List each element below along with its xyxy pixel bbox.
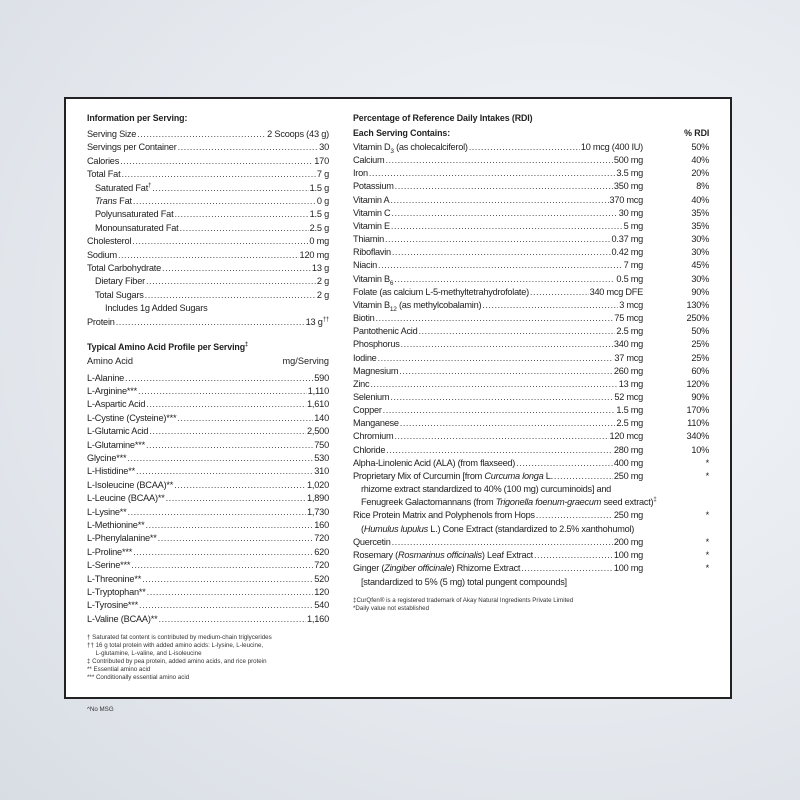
info-value: 2 Scoops (43 g) <box>267 129 329 139</box>
rdi-label: Iodine <box>353 352 377 363</box>
amino-value: 140 <box>314 412 329 423</box>
info-value: 0 mg <box>309 236 329 247</box>
each-serving-label: Each Serving Contains: <box>353 128 451 139</box>
amino-label: L-Phenylalanine** <box>87 533 157 544</box>
rdi-amount: 7 mg <box>623 260 643 271</box>
rdi-percent: 30% <box>691 273 709 284</box>
rdi-label: Chromium <box>353 431 394 442</box>
info-label: Servings per Container <box>87 142 177 153</box>
rdi-amount: 1.5 mg <box>616 405 643 416</box>
protein-value: 13 g†† <box>305 316 329 327</box>
rdi-amount: 280 mg <box>613 444 643 455</box>
rdi-title: Percentage of Reference Daily Intakes (RDI) <box>353 113 533 124</box>
amino-value: 540 <box>314 600 329 611</box>
amino-row <box>87 398 329 411</box>
info-value: 170 <box>314 155 329 166</box>
rdi-percent: 120% <box>686 378 709 389</box>
rdi-label: Vitamin $B_6$ <box>353 273 394 287</box>
rdi-row <box>353 180 711 193</box>
footnote: *** Conditionally essential amino acid <box>87 674 190 682</box>
amino-value: 1,160 <box>307 613 329 624</box>
rdi-label: Vitamin $D_3$ (as cholecalciferol) <box>353 142 468 155</box>
rdi-amount: 0.5 mg <box>616 273 643 284</box>
right-footnotes <box>353 597 711 613</box>
rdi-amount: 0.37 mg <box>611 234 643 245</box>
amino-row <box>87 425 329 438</box>
rdi-percent: 250% <box>686 313 709 324</box>
rdi-row <box>353 141 711 154</box>
info-label: Cholesterol <box>87 236 132 247</box>
rdi-label: Zinc <box>353 378 370 389</box>
amino-label: L-Glutamic Acid <box>87 426 149 437</box>
rdi-amount: 37 mcg <box>614 352 643 363</box>
rdi-percent: 35% <box>691 220 709 231</box>
info-row <box>87 155 329 168</box>
rdi-amount: 500 mg <box>613 155 643 166</box>
amino-value: 1,890 <box>307 493 329 504</box>
amino-label: L-Alanine <box>87 372 125 383</box>
rdi-amount: 260 mg <box>613 365 643 376</box>
rdi-amount: 400 mg <box>613 457 643 468</box>
amino-label: L-Proline*** <box>87 546 133 557</box>
info-row <box>87 195 329 208</box>
rdi-row <box>353 259 711 272</box>
rdi-label: Alpha-Linolenic Acid (ALA) (from flaxseed) <box>353 457 516 468</box>
rdi-label: Pantothenic Acid <box>353 326 418 337</box>
rdi-label: Chloride <box>353 444 386 455</box>
info-label: Total Carbohydrate <box>87 263 162 274</box>
info-label: Total Fat <box>87 169 121 180</box>
rdi-row <box>353 430 711 443</box>
amino-row <box>87 465 329 478</box>
rdi-amount: 3 mcg <box>619 299 643 310</box>
rdi-amount: 2.5 mg <box>616 326 643 337</box>
rdi-percent: 25% <box>691 352 709 363</box>
rdi-percent: 50% <box>691 142 709 152</box>
rice-protein-row: Rice Protein Matrix and Polyphenols from Hops ..... 250 mg * <box>353 509 711 522</box>
amino-row <box>87 372 329 385</box>
rdi-percent: 170% <box>686 405 709 416</box>
ginger-row: Ginger (Zingiber officinale) Rhizome Extract ..... 100 mg * <box>353 562 711 575</box>
rdi-label: Vitamin A <box>353 194 390 205</box>
rdi-percent: 20% <box>691 168 709 179</box>
rdi-amount: 5 mg <box>623 220 643 231</box>
amino-row <box>87 532 329 545</box>
rdi-label: Biotin <box>353 313 375 324</box>
info-row <box>87 262 329 275</box>
info-label: Trans Fat <box>95 196 132 207</box>
rdi-percent: * <box>705 457 709 468</box>
rdi-row <box>353 417 711 430</box>
amino-label: L-Valine (BCAA)** <box>87 613 158 624</box>
amino-label: L-Aspartic Acid <box>87 399 146 410</box>
amino-title: Typical Amino Acid Profile per Serving‡ <box>87 341 249 354</box>
rosemary-row: Rosemary (Rosmarinus officinalis) Leaf Extract ..... 100 mg * <box>353 549 711 562</box>
rdi-row <box>353 391 711 404</box>
rdi-percent: 35% <box>691 207 709 218</box>
amino-value: 1,610 <box>307 399 329 410</box>
rdi-row <box>353 286 711 299</box>
rdi-pct-header: % RDI <box>683 128 709 139</box>
rdi-row <box>353 352 711 365</box>
amino-label: L-Isoleucine (BCAA)** <box>87 479 174 490</box>
footnote: *Daily value not established <box>353 605 430 613</box>
rdi-amount: 75 mcg <box>614 313 643 324</box>
rdi-amount: 370 mcg <box>609 194 643 205</box>
left-column <box>87 113 329 714</box>
rdi-header <box>353 128 709 139</box>
rdi-row <box>353 404 711 417</box>
info-value: 2.5 g <box>309 222 329 233</box>
info-label: Serving Size <box>87 129 137 139</box>
info-row <box>87 249 329 262</box>
info-value: 120 mg <box>299 249 329 260</box>
info-row <box>87 208 329 221</box>
rdi-percent: 30% <box>691 234 709 245</box>
info-row <box>87 182 329 195</box>
rdi-label: Riboflavin <box>353 247 391 258</box>
rdi-amount: 120 mcg <box>609 431 643 442</box>
amino-row <box>87 519 329 532</box>
amino-header <box>87 355 329 368</box>
amino-value: 310 <box>314 466 329 477</box>
info-list <box>87 128 329 302</box>
rdi-row <box>353 194 711 207</box>
amino-row <box>87 506 329 519</box>
amino-label: L-Tryptophan** <box>87 587 146 597</box>
rdi-row <box>353 299 711 312</box>
right-column: Percentage of Reference Daily Intakes (RDI) Each Serving Contains: % RDI Vitamin $D_3$ (as cholecalciferol) ..... 10 mcg (400 IU) 50% Calcium ..... 500 mg 40% Iron ..... 3.5 mg 20% Potassium ..... 350 mg 8% Vitamin A ..... 370 mcg 40% Vitamin C ..... 30 mg 35% Vitamin E ..... 5 mg 35% Thiamin ..... 0.37 mg 30% Riboflavin ..... 0.42 mg 30% Niacin ..... 7 mg 45% Vitamin $B_6$ ..... 0.5 mg 30% Folate (as calcium L-5-methyltetrahydrofolate) ..... 340 mcg DFE 90% Vitamin $B_{12}$ (as methylcobalamin) ..... 3 mcg 130% Biotin ..... 75 mcg 250% Pantothenic Acid ..... 2.5 mg 50% Phosphorus ..... 340 mg 25% Iodine ..... 37 mcg 25% Magnesium ..... 260 mg 60% Zinc ..... 13 mg 120% Selenium ..... 52 mcg 90% Copper ..... 1.5 mg 170% Manganese ..... 2.5 mg 110% Chromium ..... 120 mcg 340% Chloride ..... 280 mg 10% Alpha-Linolenic Acid (ALA) (from flaxseed) ..... 400 mg * Proprietary Mix of Curcumin [from Curcuma longa L. ..... 250 mg * rhizome extract standardized to 40% (100 mg) curcuminoids] and Fenugreek Galactomannans (from Trigonella foenum-graecum seed extract)‡ Rice Protein Matrix and Polyphenols from Hops ..... 250 mg * (Humulus lupulus L.) Cone Extract (standardized to 2.5% xanthohumol) Quercetin ..... 200 mg * Rosemary (Rosmarinus officinalis) Leaf Extract ..... 100 mg * Ginger (Zingiber officinale) Rhizome Extract ..... 100 mg * [standardized to 5% (5 mg) total pungent compounds] ‡CurQfen® is a registered trademark of Akay Natural Ingredients Private Limited *Daily value not established <box>353 113 711 613</box>
info-row <box>87 128 329 141</box>
amino-row <box>87 559 329 572</box>
info-value: 13 g <box>311 263 329 274</box>
footnote: ‡CurQfen® is a registered trademark of Akay Natural Ingredients Private Limited <box>353 597 574 605</box>
rdi-percent: 8% <box>696 181 709 192</box>
amino-value: 1,020 <box>307 479 329 490</box>
rdi-row <box>353 457 711 470</box>
no-msg-note: ^No MSG <box>87 706 114 714</box>
added-sugars-note: Includes 1g Added Sugars <box>105 303 208 314</box>
info-value: 1.5 g <box>309 209 329 220</box>
rdi-amount: 350 mg <box>613 181 643 192</box>
rdi-percent: 50% <box>691 326 709 337</box>
rdi-amount: 52 mcg <box>614 391 643 402</box>
info-label: Polyunsaturated Fat <box>95 209 174 220</box>
amino-row <box>87 452 329 465</box>
amino-row <box>87 599 329 612</box>
amino-row <box>87 573 329 586</box>
amino-row <box>87 613 329 626</box>
rdi-row <box>353 365 711 378</box>
rdi-amount: 0.42 mg <box>611 247 643 258</box>
rdi-percent: 25% <box>691 339 709 350</box>
amino-list <box>87 372 329 627</box>
rdi-label: Niacin <box>353 260 378 271</box>
quercetin-row: Quercetin ..... 200 mg * <box>353 536 711 549</box>
rdi-row <box>353 167 711 180</box>
amino-label: L-Histidine** <box>87 466 135 477</box>
amino-col-unit: mg/Serving <box>282 356 329 367</box>
amino-value: 720 <box>314 560 329 571</box>
rdi-label: Thiamin <box>353 234 384 245</box>
footnote: L-glutamine, L-valine, and L-isoleucine <box>87 650 202 658</box>
info-value: 2 g <box>316 289 329 300</box>
info-value: 2 g <box>316 276 329 287</box>
info-title: Information per Serving: <box>87 113 188 124</box>
rdi-percent: 45% <box>691 260 709 271</box>
rdi-row <box>353 207 711 220</box>
rdi-amount: 13 mg <box>618 378 643 389</box>
rdi-percent: 40% <box>691 155 709 166</box>
amino-row <box>87 586 329 599</box>
rdi-amount: 3.5 mg <box>616 168 643 179</box>
protein-row <box>87 316 329 329</box>
rdi-amount: 340 mcg DFE <box>589 286 643 297</box>
amino-label: L-Tyrosine*** <box>87 600 139 611</box>
amino-value: 720 <box>314 533 329 544</box>
info-row <box>87 222 329 235</box>
info-row <box>87 168 329 181</box>
footnote: ** Essential amino acid <box>87 666 151 674</box>
rdi-percent: 40% <box>691 194 709 205</box>
footnote: † Saturated fat content is contributed by medium-chain triglycerides <box>87 634 272 642</box>
rdi-list <box>353 141 711 470</box>
rdi-row <box>353 338 711 351</box>
info-label: Saturated Fat† <box>95 182 152 193</box>
amino-label: L-Methionine** <box>87 519 145 530</box>
rdi-label: Manganese <box>353 418 399 429</box>
amino-value: 120 <box>314 587 329 597</box>
rdi-row <box>353 325 711 338</box>
rdi-percent: 110% <box>687 418 709 429</box>
info-row <box>87 289 329 302</box>
amino-value: 1,730 <box>307 506 329 517</box>
protein-label: Protein <box>87 316 115 327</box>
info-value: 1.5 g <box>309 182 329 193</box>
rdi-label: Potassium <box>353 181 394 192</box>
left-footnotes <box>87 634 329 682</box>
rdi-label: Copper <box>353 405 382 416</box>
amino-value: 750 <box>314 439 329 450</box>
info-row <box>87 141 329 154</box>
rdi-row <box>353 233 711 246</box>
rdi-row <box>353 312 711 325</box>
info-row <box>87 235 329 248</box>
rdi-row <box>353 378 711 391</box>
rdi-amount: 2.5 mg <box>616 418 643 429</box>
amino-col-name: Amino Acid <box>87 356 133 367</box>
footnote: †† 16 g total protein with added amino acids: L-lysine, L-leucine, <box>87 642 264 650</box>
rdi-percent: 90% <box>691 286 709 297</box>
amino-label: L-Threonine** <box>87 573 142 584</box>
amino-label: L-Arginine*** <box>87 385 138 396</box>
rdi-label: Magnesium <box>353 365 399 376</box>
amino-row <box>87 546 329 559</box>
rdi-row <box>353 273 711 286</box>
info-label: Total Sugars <box>95 289 144 300</box>
info-value: 30 <box>319 142 329 153</box>
rdi-amount: 30 mg <box>618 207 643 218</box>
rdi-row <box>353 246 711 259</box>
rdi-percent: 90% <box>691 391 709 402</box>
amino-label: Glycine*** <box>87 452 127 463</box>
rdi-percent: 10% <box>691 444 709 455</box>
rdi-row <box>353 154 711 167</box>
amino-row <box>87 385 329 398</box>
info-label: Calories <box>87 155 120 166</box>
rdi-label: Vitamin $B_{12}$ (as methylcobalamin) <box>353 299 482 313</box>
amino-label: L-Serine*** <box>87 560 131 571</box>
amino-value: 160 <box>314 519 329 530</box>
rdi-percent: 340% <box>686 431 709 442</box>
amino-label: L-Leucine (BCAA)** <box>87 493 165 504</box>
amino-value: 2,500 <box>307 426 329 437</box>
amino-row <box>87 412 329 425</box>
curcumin-row: Proprietary Mix of Curcumin [from Curcuma longa L. ..... 250 mg * <box>353 470 711 483</box>
amino-value: 590 <box>314 372 329 383</box>
info-label: Monounsaturated Fat <box>95 222 179 233</box>
rdi-percent: 60% <box>691 365 709 376</box>
footnote: ‡ Contributed by pea protein, added amino acids, and rice protein <box>87 658 267 666</box>
amino-label: L-Lysine** <box>87 506 127 517</box>
amino-value: 520 <box>314 573 329 584</box>
rdi-label: Vitamin E <box>353 220 390 231</box>
info-label: Dietary Fiber <box>95 276 145 287</box>
amino-value: 1,110 <box>307 385 329 396</box>
rdi-percent: 130% <box>686 299 709 310</box>
rdi-label: Iron <box>353 168 368 179</box>
amino-row <box>87 492 329 505</box>
rdi-amount: 340 mg <box>613 339 643 350</box>
rdi-label: Calcium <box>353 155 385 166</box>
amino-label: L-Glutamine*** <box>87 439 145 450</box>
info-row <box>87 275 329 288</box>
rdi-label: Folate (as calcium L-5-methyltetrahydrofolate) <box>353 286 529 297</box>
amino-label: L-Cystine (Cysteine)*** <box>87 412 177 423</box>
rdi-row <box>353 220 711 233</box>
amino-row <box>87 439 329 452</box>
amino-row <box>87 479 329 492</box>
info-label: Sodium <box>87 249 117 260</box>
amino-value: 620 <box>314 546 329 557</box>
rdi-row <box>353 444 711 457</box>
info-value: 7 g <box>316 169 329 180</box>
amino-value: 530 <box>314 452 329 463</box>
rdi-amount: 10 mcg (400 IU) <box>580 142 643 152</box>
rdi-label: Phosphorus <box>353 339 400 350</box>
supplement-facts-panel <box>64 97 732 714</box>
rdi-label: Selenium <box>353 391 390 402</box>
rdi-percent: 30% <box>691 247 709 258</box>
info-value: 0 g <box>316 196 329 207</box>
rdi-label: Vitamin C <box>353 207 391 218</box>
